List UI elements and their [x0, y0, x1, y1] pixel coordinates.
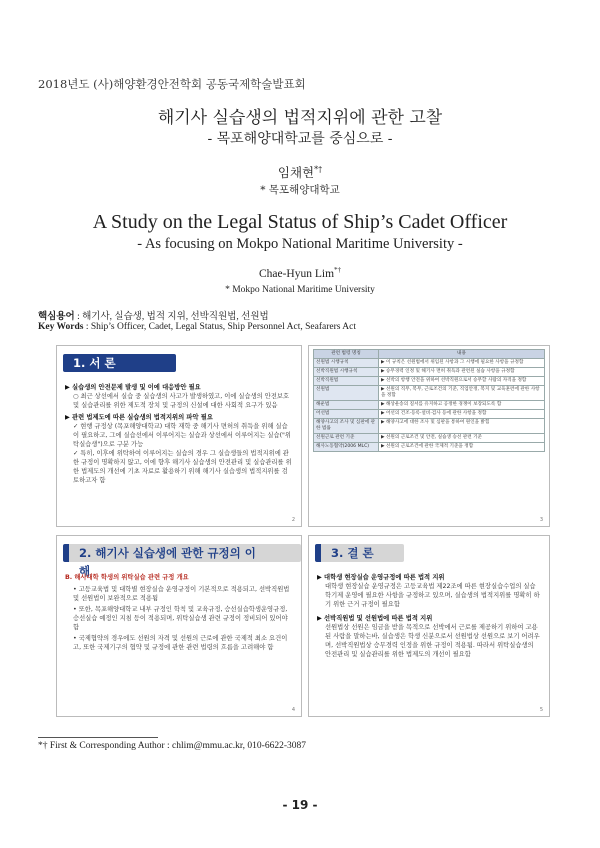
keywords-korean-text: : 해기사, 실습생, 법적 지위, 선박직원법, 선원법 — [74, 312, 269, 322]
slide-title-introduction: 1. 서 론 — [63, 354, 176, 372]
table-header-cell: 내용 — [379, 350, 545, 359]
footnote-divider — [38, 737, 158, 738]
slide-heading: ▶ 관련 법제도에 따른 실습생의 법적지위의 파악 필요 — [65, 414, 213, 421]
author-name-english: Chae-Hyun Lim — [258, 267, 335, 280]
affiliation-english: * Mokpo National Maritime University — [225, 285, 375, 295]
slide-paragraph: • 고등교육법 및 대학별 현장실습 운영규정이 기본적으로 적용되고, 선박직원법 및 선원법이 보완적으로 적용됨 — [73, 586, 290, 602]
author-english — [0, 266, 600, 280]
page-number: - 19 - — [282, 798, 318, 812]
table-cell: ▶ 선박의 항행 안전을 위하여 선박직원으로서 승무할 사람의 자격을 정함 — [379, 377, 545, 386]
keywords-english-text: : Ship’s Officer, Cadet, Legal Status, Ship Personnel Act, Seafarers Act — [83, 322, 357, 332]
table-row — [314, 410, 545, 419]
keywords-korean-label: 핵심용어 — [38, 312, 75, 322]
table-row — [314, 419, 545, 434]
table-row — [314, 368, 545, 377]
author-mark-english: *† — [334, 266, 342, 274]
slide-page-number: 4 — [291, 707, 295, 713]
keywords-english-label: Key Words — [38, 322, 84, 332]
slide-conclusion — [308, 535, 550, 717]
table-cell: 선원근로 관련 기준 — [314, 434, 379, 443]
affiliation-korean: * 목포해양대학교 — [260, 184, 340, 196]
table-cell: ▶ 선원의 직무, 복무, 근로조건의 기준, 직업안정, 복지 및 교육훈련에 관한 사항을 정함 — [379, 386, 545, 401]
table-cell: 해양사고의 조사 및 심판에 관한 법률 — [314, 419, 379, 434]
table-cell: ▶ 이 규칙은 선원법에서 위임된 사항과 그 시행에 필요한 사항을 규정함 — [379, 359, 545, 368]
paper-subtitle-korean: - 목포해양대학교를 중심으로 - — [207, 131, 393, 147]
law-table — [313, 349, 545, 452]
table-cell: ▶ 선원의 근로조건에 관한 국제적 기준을 정함 — [379, 443, 545, 452]
slide-heading: ▶ 선박직원법 및 선원법에 따른 법적 지위 — [317, 615, 433, 622]
table-cell: 선박직원법 시행규칙 — [314, 368, 379, 377]
keywords-korean — [38, 308, 269, 322]
slide-introduction-body — [65, 380, 293, 485]
table-header-row — [314, 350, 545, 359]
table-cell: ▶ 해양사고에 대한 조사 및 심판을 통하여 원인을 밝힘 — [379, 419, 545, 434]
slide-paragraph: ✓ 특히, 이후에 위탁하여 이루어지는 실습의 경우 그 실습생들의 법적지위에 관한 규정이 명확하지 않고, 이에 향후 해기사 실습생의 안전관리 및 실습관리를 위한 법제도의 개선에 기초 자료로 활용하기 위해 해기사 실습생의 법적지위를 검토하고자 함 — [73, 450, 292, 484]
paper-title-english: A Study on the Legal Status of Ship’s Cadet Officer — [92, 211, 508, 233]
author-name-korean: 임채현 — [277, 165, 315, 180]
slide-paragraph: ○ 최근 상선에서 실습 중 실습생의 사고가 발생하였고, 이에 실습생의 안전보호 및 실습관리를 위한 제도적 장치 및 규정의 신설에 대한 사회적 요구가 있음 — [73, 393, 290, 409]
table-cell: 선원법 — [314, 386, 379, 401]
table-row — [314, 359, 545, 368]
slide-heading: B. 해사대학 학생의 위탁실습 관련 규정 개요 — [65, 574, 189, 581]
table-row — [314, 443, 545, 452]
table-cell: 해사노동협약(2006 MLC) — [314, 443, 379, 452]
author-korean — [0, 163, 600, 181]
table-header-cell: 관련 법령 명칭 — [314, 350, 379, 359]
table-cell: 어선법 — [314, 410, 379, 419]
slide-regulations-body — [65, 570, 293, 652]
slide-paragraph: • 국제협약의 경우에도 선원의 자격 및 선원의 근로에 관한 국제적 최소 요건이고, 또한 국제기구의 협약 및 규정에 관한 관련 법령의 흐름을 고려해야 함 — [73, 635, 288, 651]
slide-paragraph: 선원법상 선원은 임금을 받을 목적으로 선박에서 근로를 제공하기 위하여 고용된 사람을 말하는바, 실습생은 학생 신분으로서 선원법상 선원으로 보기 어려우며, 선박직원법상 승무경력 인정을 위한 규정이 적용됨. 따라서 위탁실습생의 안전관리 및 실습관리를 위한 법제도의 개선이 필요함 — [325, 624, 540, 658]
slide-legal-table — [308, 345, 550, 527]
table-row — [314, 386, 545, 401]
slide-paragraph: • 또한, 목포해양대학교 내부 규정인 학칙 및 교육규정, 승선실습학생운영규정, 승선실습 예정인 지침 등이 적용되며, 위탁실습생 관련 규정이 정비되어 있어야 함 — [73, 606, 288, 631]
table-cell: 해운법 — [314, 401, 379, 410]
table-row — [314, 401, 545, 410]
slide-heading: ▶ 대학생 현장실습 운영규정에 따른 법적 지위 — [317, 574, 445, 581]
table-cell: ▶ 승무경력 인정 및 해기사 면허 취득과 관련된 실습 사항을 규정함 — [379, 368, 545, 377]
footnote: *† First & Corresponding Author : chlim@mmu.ac.kr, 010-6622-3087 — [38, 741, 307, 751]
table-cell: ▶ 해상운송의 질서를 유지하고 공정한 경쟁이 보장되도록 함 — [379, 401, 545, 410]
slide-heading: ▶ 실습생의 안전문제 발생 및 이에 대응방안 필요 — [65, 384, 201, 391]
author-mark-korean: *† — [314, 164, 323, 174]
slide-paragraph: 대학생 현장실습 운영규정은 고등교육법 제22조에 따른 현장실습수업의 실습학기제 운영에 필요한 사항을 규정하고 있으며, 실습생의 법적지위를 명확히 하기 위한 근거 규정이 필요함 — [325, 583, 540, 608]
slide-introduction — [56, 345, 302, 527]
table-row — [314, 434, 545, 443]
table-cell: 선원법 시행규칙 — [314, 359, 379, 368]
table-cell: ▶ 선원의 근로조건 및 안전, 실습생 승선 관련 기준 — [379, 434, 545, 443]
slide-conclusion-body — [317, 570, 541, 659]
slide-regulations — [56, 535, 302, 717]
paper-subtitle-english: - As focusing on Mokpo National Maritime University - — [137, 236, 463, 252]
table-row — [314, 377, 545, 386]
slide-title-regulations: 2. 해기사 실습생에 관한 규정의 이해 — [63, 544, 301, 562]
slide-page-number: 2 — [291, 517, 295, 523]
table-cell: ▶ 어선의 건조·등록·설비·검사 등에 관한 사항을 정함 — [379, 410, 545, 419]
slide-paragraph: ✓ 현행 규정상 (목포해양대학교) 대학 재학 중 해기사 면허의 취득을 위해 실습이 필요하고, 그에 실습선에서 이루어지는 실습과 상선에서 이루어지는 실습("위탁실습생")으로 구분 가능 — [73, 423, 292, 448]
slide-title-conclusion: 3. 결 론 — [315, 544, 404, 562]
paper-title-korean: 해기사 실습생의 법적지위에 관한 고찰 — [157, 108, 443, 128]
table-cell: 선박직원법 — [314, 377, 379, 386]
slide-page-number: 3 — [539, 517, 543, 523]
keywords-english — [38, 322, 356, 332]
conference-header: 2018년도 (사)해양환경안전학회 공동국제학술발표회 — [38, 77, 306, 91]
slide-page-number: 5 — [539, 707, 543, 713]
